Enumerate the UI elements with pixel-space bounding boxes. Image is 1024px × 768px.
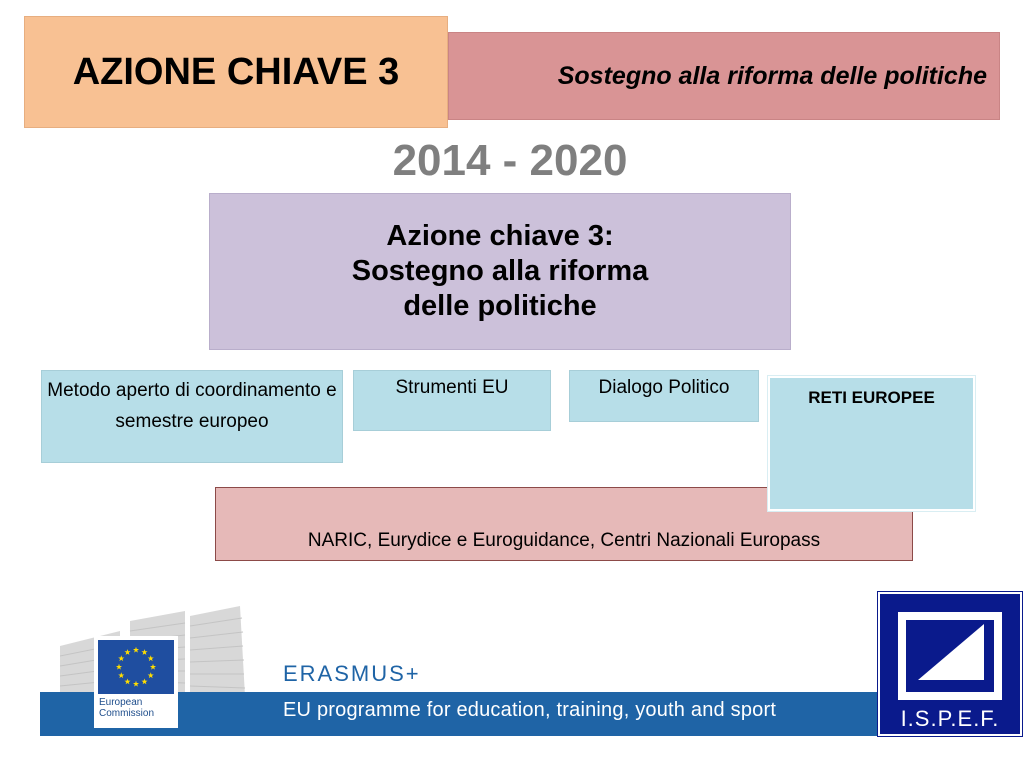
networks-title-box [768,376,975,511]
header-subtitle-box [448,32,1000,120]
header-title: AZIONE CHIAVE 3 [72,50,400,93]
header-title-box [24,16,448,128]
erasmus-title: ERASMUS+ [283,661,421,686]
ec-label-line-1: European [99,697,143,708]
european-commission-label [99,697,154,719]
main-action-line-3: delle politiche [403,290,597,322]
networks-title: RETI EUROPEE [808,388,935,407]
box-policy-dialogue: Dialogo Politico [569,370,759,422]
box-eu-tools: Strumenti EU [353,370,551,431]
ispef-label: I.S.P.E.F. [900,706,1000,731]
main-action-box [209,193,791,350]
ec-label-line-2: Commission [99,708,155,719]
main-action-line-2: Sostegno alla riforma [351,255,649,287]
header-subtitle: Sostegno alla riforma delle politiche [557,61,987,90]
main-action-line-1: Azione chiave 3: [386,220,614,252]
programme-description: EU programme for education, training, youth and sport [283,699,777,721]
period-label: 2014 - 2020 [392,136,628,185]
box-open-method: Metodo aperto di coordinamento e semestre europeo [41,370,343,463]
networks-list: NARIC, Eurydice e Euroguidance, Centri Nazionali Europass [307,530,821,551]
eu-flag-icon [98,640,174,694]
